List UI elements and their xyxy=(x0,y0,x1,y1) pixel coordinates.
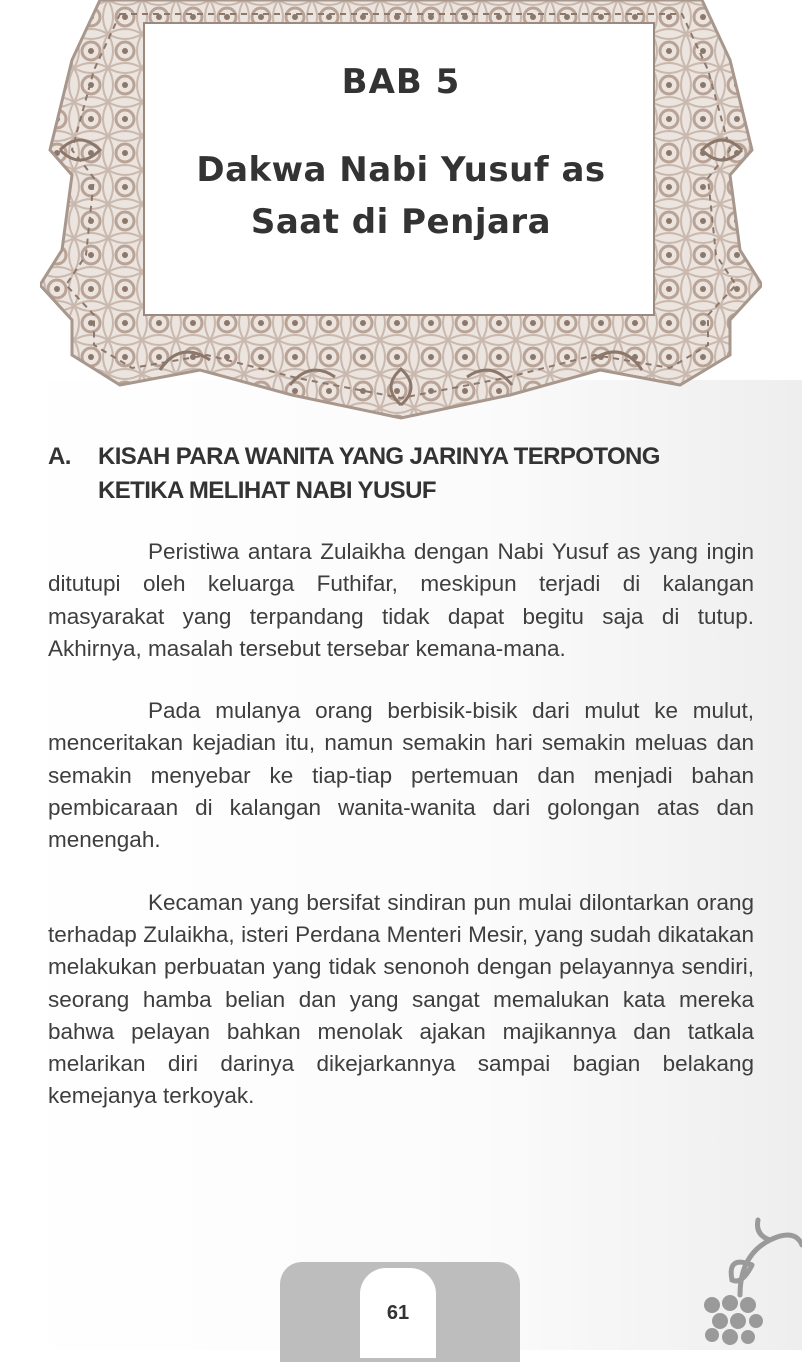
section-heading-line-2: KETIKA MELIHAT NABI YUSUF xyxy=(98,477,436,504)
paragraph-1: Peristiwa antara Zulaikha dengan Nabi Yusuf as yang ingin ditutupi oleh keluarga Futhifar, meskipun terjadi di kalangan masyarakat yang terpandang tidak dapat begitu saja di tutup. Akhirnya, masalah tersebut tersebar kemana-mana. xyxy=(48,539,754,661)
page-number: 61 xyxy=(386,1302,410,1324)
grape-vine-icon xyxy=(690,1215,802,1355)
chapter-label: BAB 5 xyxy=(341,62,461,102)
body-text xyxy=(48,536,754,1143)
paragraph-3: Kecaman yang bersifat sindiran pun mulai dilontarkan orang terhadap Zulaikha, isteri Perdana Menteri Mesir, yang sudah dikatakan melakukan perbuatan yang tidak senonoh dengan pelayannya sendiri, seorang hamba belian dan yang sangat memalukan kata mereka bahwa pelayan bahkan menolak ajakan majikannya dan tatkala melarikan diri darinya dikejarkannya sampai bagian belakang kemejanya terkoyak. xyxy=(48,889,754,1109)
chapter-title xyxy=(148,144,654,248)
section-number: A. xyxy=(48,443,71,470)
section-heading-line-1: KISAH PARA WANITA YANG JARINYA TERPOTONG xyxy=(98,443,660,470)
section-heading xyxy=(48,440,758,508)
chapter-title-line-1: Dakwa Nabi Yusuf as xyxy=(196,150,606,190)
paragraph-2: Pada mulanya orang berbisik-bisik dari mulut ke mulut, menceritakan kejadian itu, namun semakin hari semakin meluas dan semakin menyebar ke tiap-tiap pertemuan dan menjadi bahan pembicaraan di kalangan wanita-wanita dari golongan atas dan menengah. xyxy=(48,698,754,853)
chapter-title-line-2: Saat di Penjara xyxy=(250,202,552,242)
